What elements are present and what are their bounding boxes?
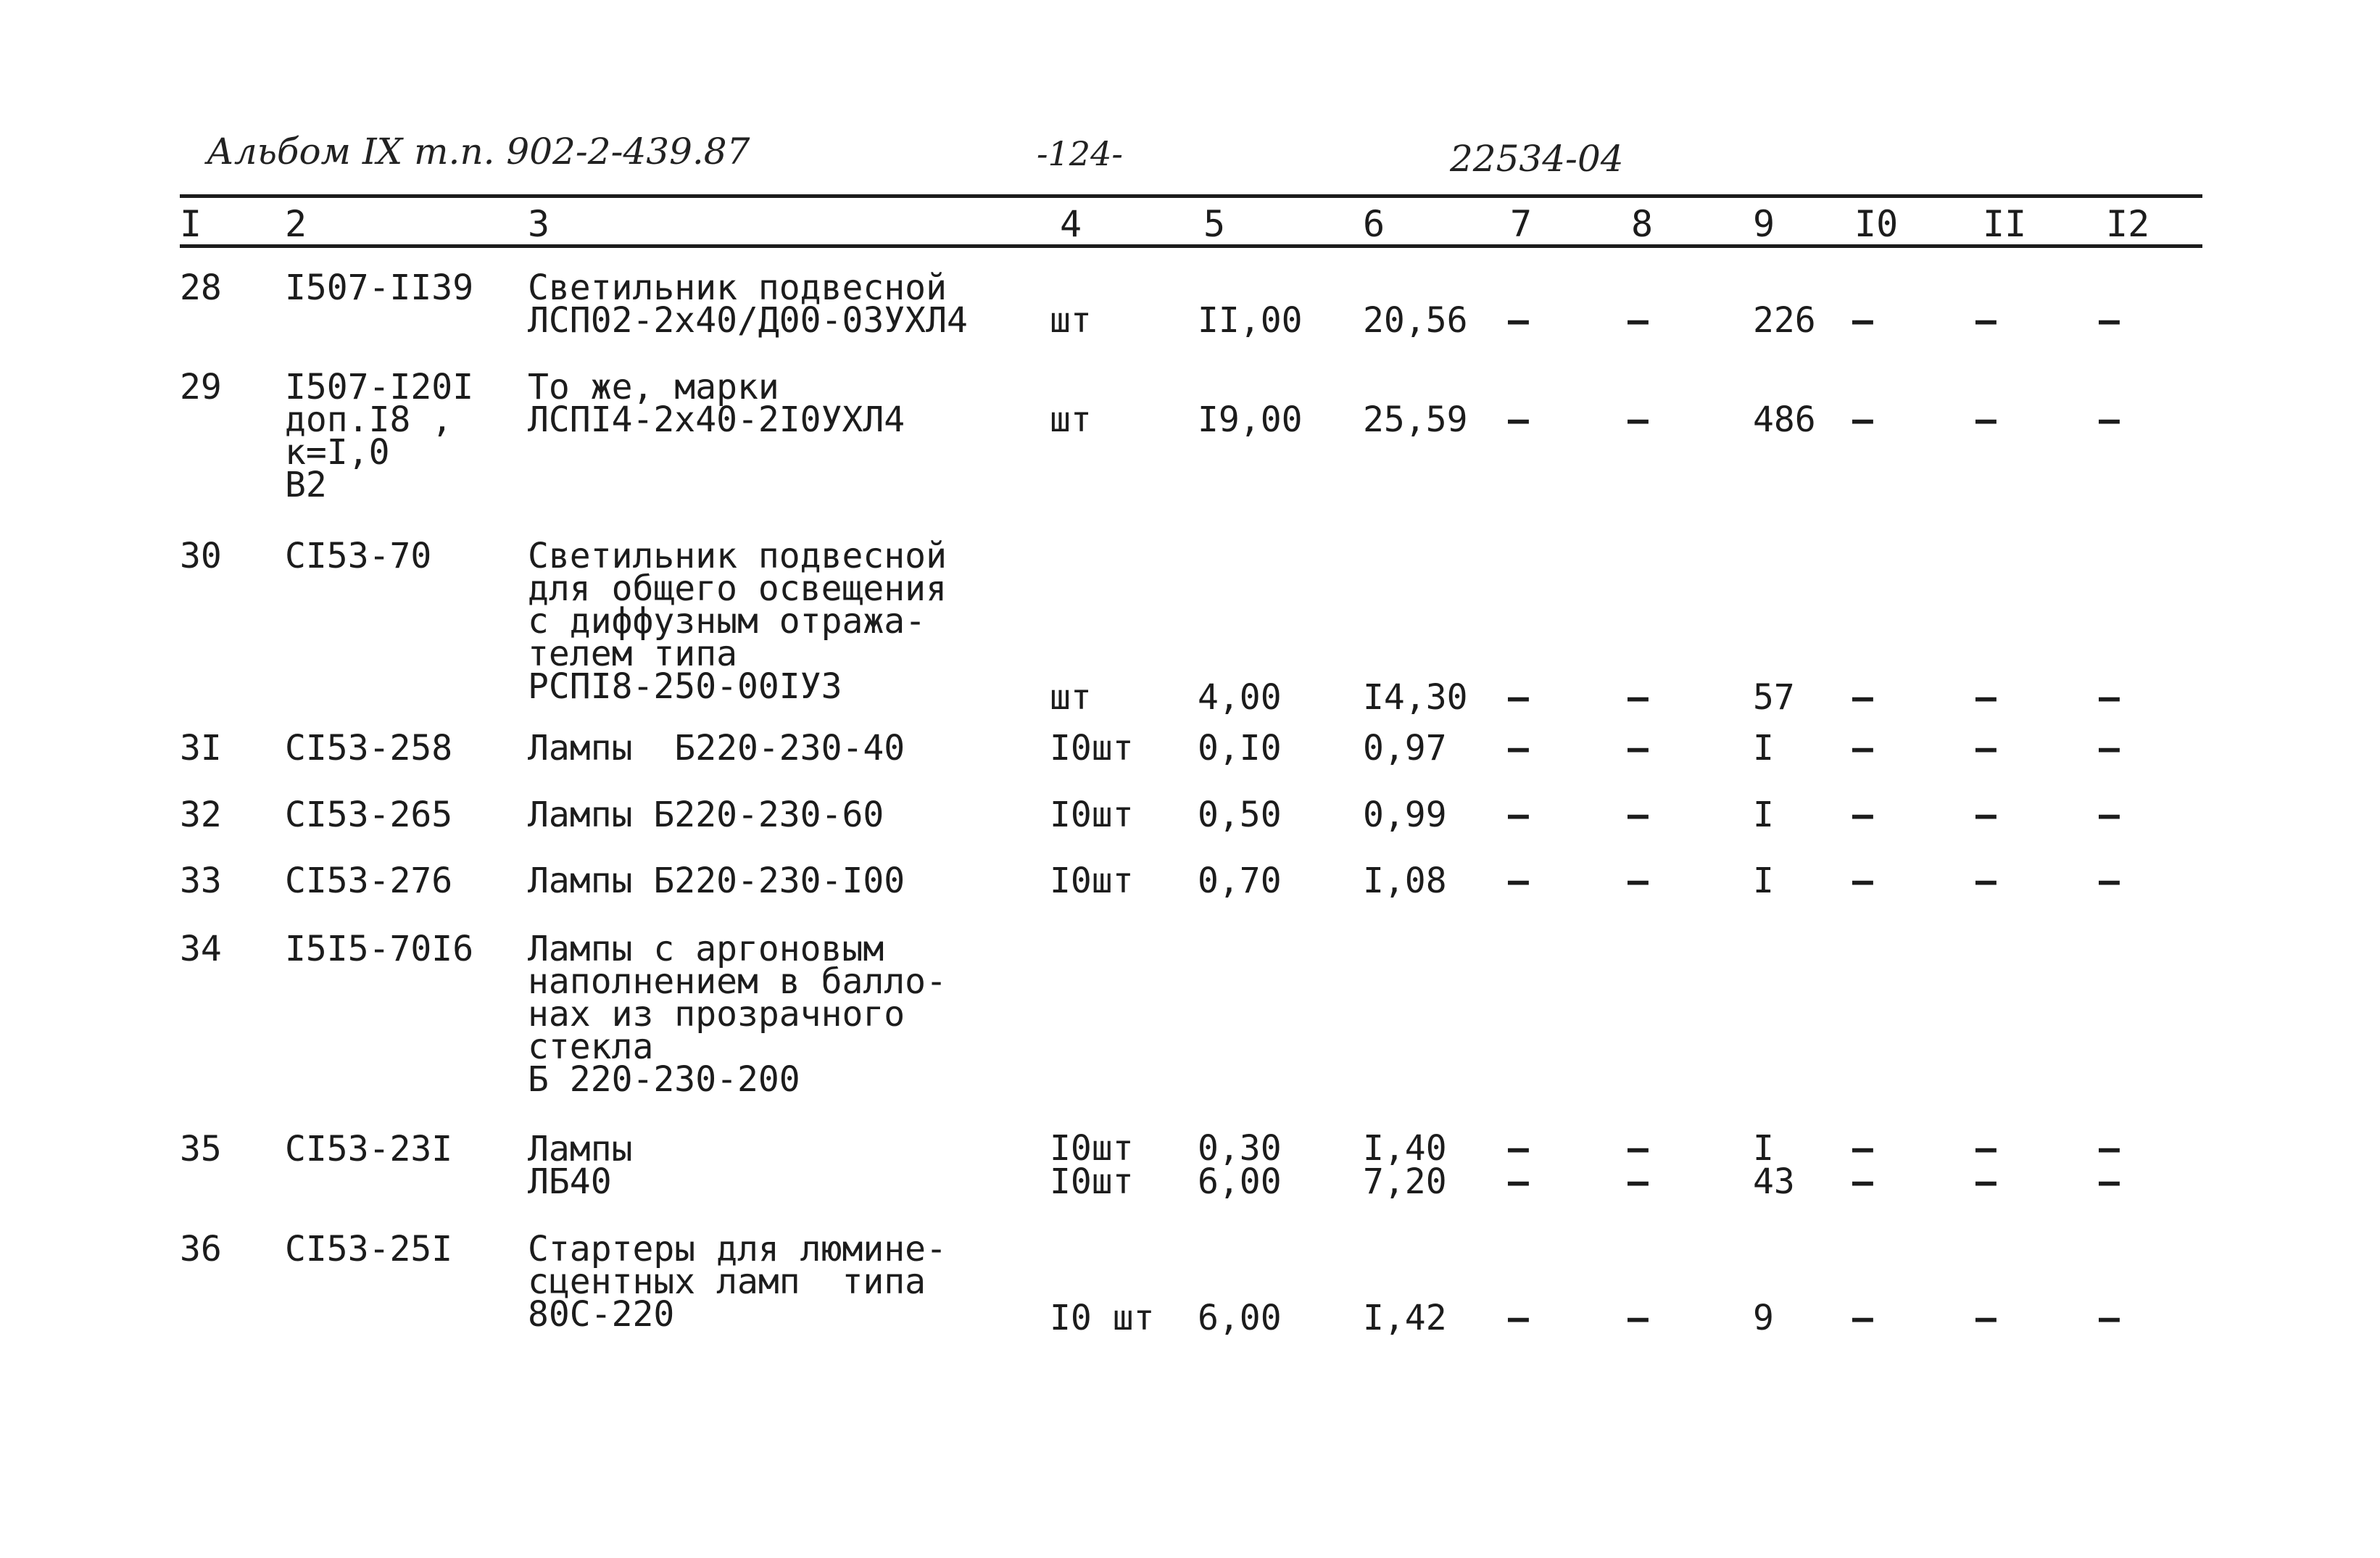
row-description: Лампы Б220-230-I00 — [528, 861, 905, 901]
row-col10-dash: – — [1852, 677, 1873, 718]
row-col5-value: 0,I0 — [1198, 728, 1282, 768]
row-col9-value: I — [1753, 1128, 1774, 1169]
row-col12-dash: – — [2099, 677, 2120, 718]
column-header: 2 — [285, 203, 307, 245]
header-rule-bottom — [180, 244, 2202, 248]
row-col6-value: 7,20 — [1363, 1161, 1447, 1202]
row-code: СI53-258 — [285, 728, 453, 768]
row-code: СI53-70 — [285, 536, 432, 576]
row-number: 32 — [180, 795, 222, 835]
row-col9-value: 486 — [1753, 399, 1816, 440]
column-header: I — [180, 203, 202, 245]
row-col7-dash: – — [1508, 1128, 1529, 1169]
row-col9-value: I — [1753, 795, 1774, 835]
row-col5-value: 6,00 — [1198, 1298, 1282, 1338]
row-code: СI53-25I — [285, 1229, 453, 1269]
row-col6-value: I4,30 — [1363, 677, 1468, 718]
row-number: 29 — [180, 367, 222, 407]
column-header: 8 — [1631, 203, 1654, 245]
row-col11-dash: – — [1975, 399, 1997, 440]
row-description: Стартеры для люмине- сцентных ламп типа 80С-220 — [528, 1229, 947, 1335]
header-rule-top — [180, 194, 2202, 198]
row-col5-value: I9,00 — [1198, 399, 1303, 440]
row-col10-dash: – — [1852, 300, 1873, 341]
row-col9-value: I — [1753, 728, 1774, 768]
row-unit: шт — [1050, 399, 1092, 440]
row-col12-dash: – — [2099, 795, 2120, 835]
row-description: Лампы с аргоновым наполнением в балло- нах из прозрачного стекла Б 220-230-200 — [528, 929, 947, 1100]
row-col9-value: 9 — [1753, 1298, 1774, 1338]
row-col6-value: 20,56 — [1363, 300, 1468, 341]
row-col10-dash: – — [1852, 399, 1873, 440]
row-col7-dash: – — [1508, 300, 1529, 341]
row-description: Лампы Б220-230-40 — [528, 728, 905, 768]
row-number: 33 — [180, 861, 222, 901]
row-col11-dash: – — [1975, 1128, 1997, 1169]
row-col7-dash: – — [1508, 399, 1529, 440]
row-col10-dash: – — [1852, 861, 1873, 901]
column-header: 7 — [1510, 203, 1533, 245]
row-col12-dash: – — [2099, 1128, 2120, 1169]
row-col6-value: 25,59 — [1363, 399, 1468, 440]
row-code: СI53-23I — [285, 1129, 453, 1169]
row-col11-dash: – — [1975, 861, 1997, 901]
row-col8-dash: – — [1628, 1161, 1649, 1202]
row-number: 35 — [180, 1129, 222, 1169]
row-col9-value: 43 — [1753, 1161, 1795, 1202]
row-description: Лампы Б220-230-60 — [528, 795, 884, 835]
row-number: 34 — [180, 929, 222, 969]
row-col6-value: I,08 — [1363, 861, 1447, 901]
row-col8-dash: – — [1628, 861, 1649, 901]
row-col7-dash: – — [1508, 677, 1529, 718]
row-col12-dash: – — [2099, 1298, 2120, 1338]
page-number: -124- — [1037, 134, 1123, 173]
row-col6-value: I,42 — [1363, 1298, 1447, 1338]
row-col10-dash: – — [1852, 795, 1873, 835]
row-col6-value: 0,99 — [1363, 795, 1447, 835]
row-col12-dash: – — [2099, 300, 2120, 341]
row-number: 28 — [180, 268, 222, 308]
row-col10-dash: – — [1852, 728, 1873, 768]
row-col9-value: I — [1753, 861, 1774, 901]
row-col9-value: 57 — [1753, 677, 1795, 718]
row-col5-value: 4,00 — [1198, 677, 1282, 718]
row-number: 36 — [180, 1229, 222, 1269]
row-unit: шт — [1050, 677, 1092, 718]
row-col11-dash: – — [1975, 1298, 1997, 1338]
row-unit: I0шт — [1050, 1161, 1134, 1202]
row-unit: I0шт — [1050, 861, 1134, 901]
row-code: I507-II39 — [285, 268, 474, 308]
row-unit: I0шт — [1050, 728, 1134, 768]
row-col8-dash: – — [1628, 728, 1649, 768]
column-header: 5 — [1203, 203, 1226, 245]
row-code: СI53-276 — [285, 861, 453, 901]
row-code: СI53-265 — [285, 795, 453, 835]
row-col5-value: 0,30 — [1198, 1128, 1282, 1169]
column-header: 6 — [1363, 203, 1385, 245]
row-col7-dash: – — [1508, 1298, 1529, 1338]
row-col12-dash: – — [2099, 861, 2120, 901]
column-header: I0 — [1854, 203, 1899, 245]
row-number: 3I — [180, 728, 222, 768]
row-unit: шт — [1050, 300, 1092, 341]
row-col5-value: 0,50 — [1198, 795, 1282, 835]
row-unit: I0 шт — [1050, 1298, 1155, 1338]
row-col11-dash: – — [1975, 795, 1997, 835]
row-col8-dash: – — [1628, 399, 1649, 440]
row-col8-dash: – — [1628, 677, 1649, 718]
row-col8-dash: – — [1628, 795, 1649, 835]
row-col10-dash: – — [1852, 1128, 1873, 1169]
row-code: I507-I20I доп.I8 , к=I,0 В2 — [285, 367, 474, 505]
row-col11-dash: – — [1975, 300, 1997, 341]
row-col10-dash: – — [1852, 1161, 1873, 1202]
column-header: 3 — [528, 203, 550, 245]
document-code: 22534-04 — [1450, 138, 1624, 180]
row-col11-dash: – — [1975, 677, 1997, 718]
row-col7-dash: – — [1508, 795, 1529, 835]
row-col12-dash: – — [2099, 728, 2120, 768]
column-header: I2 — [2106, 203, 2150, 245]
row-col7-dash: – — [1508, 728, 1529, 768]
row-col12-dash: – — [2099, 399, 2120, 440]
row-col12-dash: – — [2099, 1161, 2120, 1202]
row-col5-value: 0,70 — [1198, 861, 1282, 901]
row-col5-value: II,00 — [1198, 300, 1303, 341]
column-header: 9 — [1753, 203, 1775, 245]
row-col8-dash: – — [1628, 1298, 1649, 1338]
row-description: Светильник подвесной для общего освещения с диффузным отража- телем типа РСПI8-250-00IУ3 — [528, 536, 947, 707]
column-header: II — [1983, 203, 2027, 245]
row-unit: I0шт — [1050, 795, 1134, 835]
row-description: То же, марки ЛСПI4-2х40-2I0УХЛ4 — [528, 367, 905, 440]
row-col6-value: 0,97 — [1363, 728, 1447, 768]
row-col8-dash: – — [1628, 300, 1649, 341]
row-col11-dash: – — [1975, 728, 1997, 768]
row-col10-dash: – — [1852, 1298, 1873, 1338]
album-reference: Альбом IX т.п. 902-2-439.87 — [207, 130, 750, 173]
row-unit: I0шт — [1050, 1128, 1134, 1169]
row-col9-value: 226 — [1753, 300, 1816, 341]
row-code: I5I5-70I6 — [285, 929, 474, 969]
row-description: Светильник подвесной ЛСП02-2х40/Д00-03УХЛ4 — [528, 268, 968, 341]
row-col7-dash: – — [1508, 861, 1529, 901]
row-col5-value: 6,00 — [1198, 1161, 1282, 1202]
row-description: Лампы ЛБ40 — [528, 1129, 633, 1202]
row-col11-dash: – — [1975, 1161, 1997, 1202]
row-col6-value: I,40 — [1363, 1128, 1447, 1169]
row-col8-dash: – — [1628, 1128, 1649, 1169]
row-number: 30 — [180, 536, 222, 576]
row-col7-dash: – — [1508, 1161, 1529, 1202]
column-header: 4 — [1060, 203, 1082, 245]
